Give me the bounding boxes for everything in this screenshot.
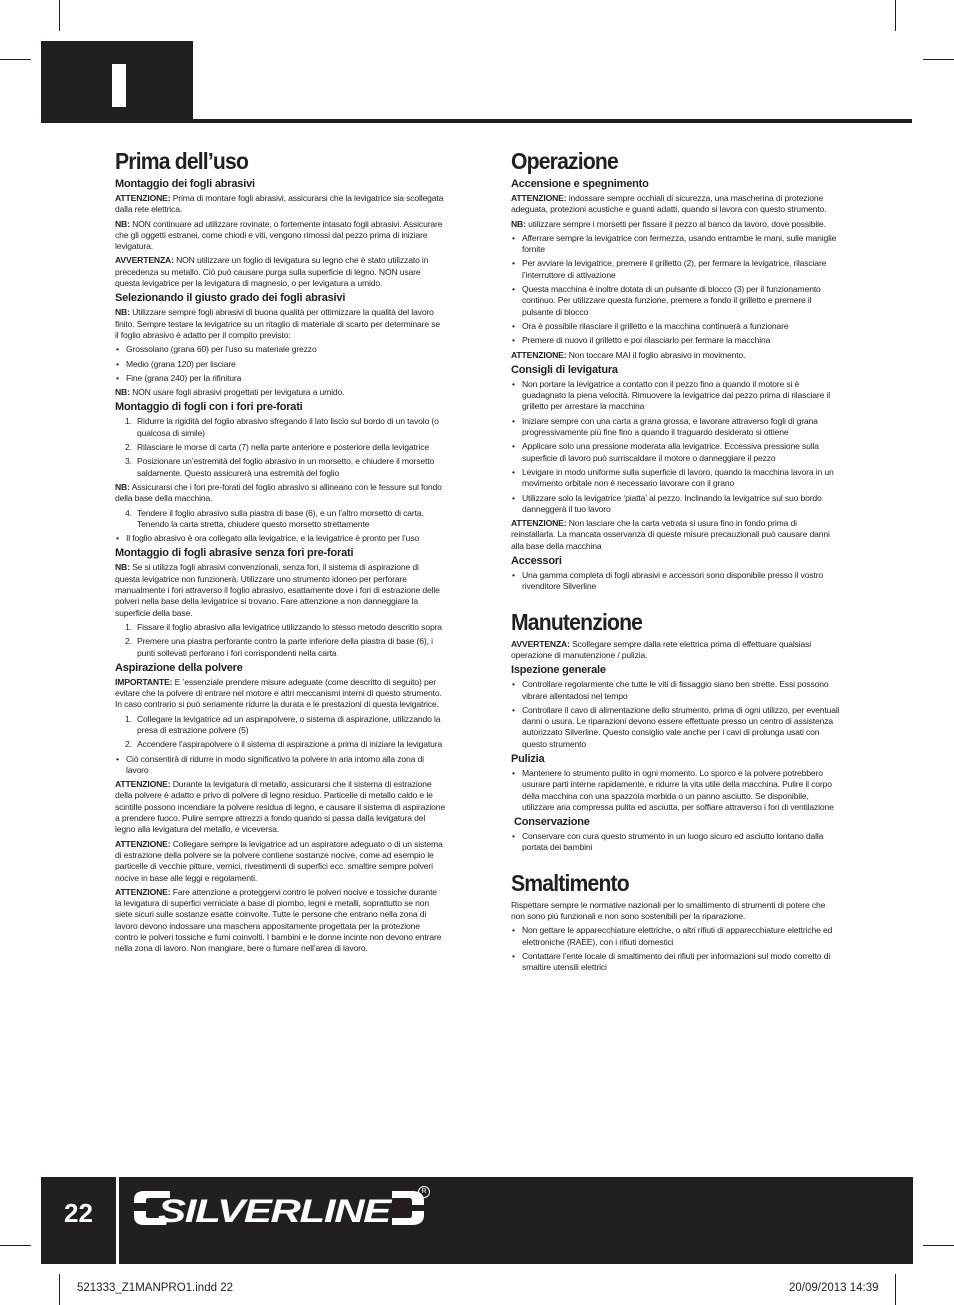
list-item: • Fine (grana 240) per la rifinitura xyxy=(115,373,445,384)
warning-label: AVVERTENZA: xyxy=(115,255,174,266)
bullet-list xyxy=(511,768,841,813)
paragraph-text: indossare sempre occhiali di sicurezza, una mascherina di protezione adeguata, protezioni acustiche e guanti adatti, quando si lavora con questo strumento. xyxy=(511,193,827,215)
list-item xyxy=(115,739,445,750)
section-title-operazione: Operazione xyxy=(511,148,618,174)
paragraph-text: E ’essenziale prendere misure adeguate (come descritto di seguito) per evitare che la polvere di entrare nel motore e altri meccanismi interni di questo strumento. In caso contrario si può seriamente ridurre la durata e le prestazioni di questa levigatrice. xyxy=(115,676,442,710)
section-title-manutenzione: Manutenzione xyxy=(511,608,643,635)
paragraph xyxy=(115,387,445,398)
list-item: • Controllare regolarmente che tutte le viti di fissaggio siano ben strette. Essi possono vibrare allentadosi nel tempo xyxy=(511,679,841,702)
warning-label: AVVERTENZA: xyxy=(511,638,570,649)
list-item: • Medio (grana 120) per lisciare xyxy=(115,359,445,370)
step-text: Rilasciare le morse di carta (7) nella parte anteriore e posteriore della levigatrice xyxy=(137,442,429,453)
numbered-list xyxy=(115,714,445,751)
numbered-list xyxy=(115,416,445,478)
note-label: NB: xyxy=(115,218,130,229)
paragraph xyxy=(115,562,445,618)
subheading: Montaggio dei fogli abrasivi xyxy=(115,178,255,190)
subheading: Ispezione generale xyxy=(511,664,606,677)
list-item: • Utilizzare solo la levigatrice ‘piatta’ al pezzo. Inclinando la levigatrice sul suo bordo danneggerà il tuo lavoro xyxy=(511,493,841,516)
slug-date: 20/09/2013 14:39 xyxy=(789,1282,879,1294)
crop-mark xyxy=(895,0,896,31)
step-text: Ridurre la rigidità del foglio abrasivo sfregando il lato liscio sul bordo di un tavolo (o qualcosa di simile) xyxy=(137,416,439,438)
list-item xyxy=(115,442,445,453)
paragraph xyxy=(115,779,445,835)
subheading: Montaggio di fogli con i fori pre-forati xyxy=(115,401,303,414)
bullet-list xyxy=(511,233,841,347)
subheading: Montaggio di fogli abrasive senza fori pre-forati xyxy=(115,547,354,560)
list-item: • Questa macchina è inoltre dotata di un pulsante di blocco (3) per il funzionamento continuo. Per utilizzare questa funzione, premere a fondo il grilletto e premere il pulsante di blocco xyxy=(511,284,841,318)
paragraph xyxy=(115,887,445,955)
list-item: • Mantenere lo strumento pulito in ogni momento. Lo sporco e la polvere potrebbero usurare parti interne rapidamente, e ridurre la vita utile della macchina. Pulire il corpo della macchina con una spazzola morbida o un panno asciutto. Se disponibile, utilizzare aria compressa pulita ed asciutta, per soffiare attraverso i fori di ventilazione xyxy=(511,768,841,813)
paragraph-text: Prima di montare fogli abrasivi, assicurarsi che la levigatrice sia scollegata dalla rete elettrica. xyxy=(115,193,444,215)
crop-mark xyxy=(923,59,954,60)
language-tab-letter xyxy=(112,64,126,107)
silverline-logo xyxy=(130,1183,430,1233)
slug-file: 521333_Z1MANPRO1.indd 22 xyxy=(77,1282,233,1294)
list-item: • Grossolano (grana 60) per l’uso su materiale grezzo xyxy=(115,344,445,355)
paragraph-text: Collegare sempre la levigatrice ad un aspiratore adeguato o di un sistema di estrazione della polvere se la polvere contiene sostanze nocive, come ad esempio le particelle di vecchie pitture, vernici, rivestimenti di superfici ecc. smaltire sempre polveri nocive in base alle leggi e regolamenti. xyxy=(115,838,443,883)
list-item xyxy=(115,456,445,479)
section-title-smaltimento: Smaltimento xyxy=(511,869,629,896)
step-text: Collegare la levigatrice ad un aspirapolvere, o sistema di aspirazione, utilizzando la presa di estrazione polvere (5) xyxy=(137,713,441,735)
bullet-list xyxy=(115,533,445,544)
bullet-list xyxy=(511,831,841,854)
paragraph-text: NON usare fogli abrasivi progettati per levigatura a umido. xyxy=(129,387,345,398)
step-text: Premere una piastra perforante contro la parte inferiore della piastra di base (6), i punti sollevati perforano i fori corrispondenti nella carta xyxy=(137,636,433,658)
paragraph-text: Scollegare sempre dalla rete elettrica prima di effettuare qualsiasi operazione di manutenzione / pulizia. xyxy=(511,638,812,660)
step-number: 3. xyxy=(125,456,132,467)
right-column xyxy=(511,148,841,977)
bullet-list xyxy=(115,754,445,777)
warning-label: ATTENZIONE: xyxy=(511,518,567,529)
spacer xyxy=(511,857,841,870)
paragraph xyxy=(115,255,445,289)
list-item xyxy=(115,714,445,737)
subheading: Accessori xyxy=(511,555,562,568)
list-item: • Una gamma completa di fogli abrasivi e accessori sono disponibile presso il vostro rivenditore Silverline xyxy=(511,570,841,593)
bullet-list xyxy=(115,344,445,384)
warning-label: ATTENZIONE: xyxy=(115,838,171,849)
paragraph xyxy=(115,839,445,884)
step-number: 1. xyxy=(125,416,132,427)
list-item: • Il foglio abrasivo è ora collegato alla levigatrice, e la levigatrice è pronto per l’uso xyxy=(115,533,445,544)
list-item xyxy=(115,622,445,633)
crop-mark xyxy=(59,0,60,31)
important-label: IMPORTANTE: xyxy=(115,676,173,687)
bullet-list xyxy=(511,925,841,973)
note-label: NB: xyxy=(115,562,130,573)
crop-mark xyxy=(0,1245,31,1246)
step-text: Posizionare un’estremità del foglio abrasivo in un morsetto, e chiudere il morsetto saldamente. Questo assicurerà una estremità del foglio xyxy=(137,456,435,478)
note-label: NB: xyxy=(115,481,130,492)
step-text: Fissare il foglio abrasivo alla levigatrice utilizzando lo stesso metodo descritto sopra xyxy=(137,621,442,632)
list-item: • Non gettare le apparecchiature elettriche, o altri rifiuti di apparecchiature elettriche ed elettroniche (RAEE), con i rifiuti domestici xyxy=(511,925,841,948)
paragraph xyxy=(115,677,445,711)
list-item: • Applicare solo una pressione moderata alla levigatrice. Eccessiva pressione sulla superficie di lavoro può surriscaldare il motore o danneggiare il pezzo xyxy=(511,441,841,464)
paragraph xyxy=(511,518,841,552)
step-number: 2. xyxy=(125,442,132,453)
page-number: 22 xyxy=(64,1198,93,1228)
paragraph-text: NON continuare ad utilizzare rovinate, o fortemente intasato fogli abrasivi. Assicurare che gli oggetti estranei, come chiodi e viti, vengono rimossi dal pezzo prima di iniziare levigatura. xyxy=(115,218,443,252)
list-item: • Levigare in modo uniforme sulla superficie di lavoro, quando la macchina lavora in un movimento orbitale non è necessario lavorare con il grano xyxy=(511,467,841,490)
left-column xyxy=(115,148,445,958)
paragraph-text: NON utilizzare un foglio di levigatura su legno che è stato utilizzato in precedenza su metallo. Ciò può causare purga sulla superficie di legno. NON usare questa levigatrice per la levigatura di magnesio, o per levigatura a umido. xyxy=(115,255,429,289)
subheading: Pulizia xyxy=(511,752,545,765)
subheading: Selezionando il giusto grado dei fogli abrasivi xyxy=(115,292,346,305)
subheading: Consigli di levigatura xyxy=(511,363,618,376)
warning-label: ATTENZIONE: xyxy=(511,349,567,360)
list-item xyxy=(115,416,445,439)
list-item: • Per avviare la levigatrice, premere il grilletto (2), per fermare la levigatrice, rilasciare l’interruttore di attivazione xyxy=(511,258,841,281)
paragraph-text: utilizzare sempre i morsetti per fissare il pezzo al banco da lavoro, dove possibile. xyxy=(525,218,826,229)
list-item: • Afferrare sempre la levigatrice con fermezza, usando entrambe le mani, sulle maniglie fornite xyxy=(511,233,841,256)
step-number: 1. xyxy=(125,621,132,632)
numbered-list xyxy=(115,508,445,531)
paragraph xyxy=(511,219,841,230)
step-number: 2. xyxy=(125,739,132,750)
registered-mark-icon: R xyxy=(418,1186,430,1198)
paragraph-text: Fare attenzione a proteggervi contro le polveri nocive e tossiche durante la levigatura di superfici verniciate a base di piombo, legni e metalli, soprattutto se non siete sicuri sulle sostanze esatte coinvolte. Tutte le persone che entrano nella zona di lavoro devono indossare una maschera appositamente progettata per la protezione contro le polveri tossiche e fumi coinvolti. I bambini e le donne incinte non devono entrare nella zona di lavoro. Non mangiare, bere o fumare nell’area di lavoro. xyxy=(115,886,442,954)
list-item: • Ciò consentirà di ridurre in modo significativo la polvere in aria intorno alla zona di lavoro xyxy=(115,754,445,777)
bullet-list xyxy=(511,679,841,750)
list-item: • Iniziare sempre con una carta a grana grossa, e lavorare attraverso fogli di grana progressivamente più fine fino a quando il traguardo desiderato si ottiene xyxy=(511,416,841,439)
note-label: NB: xyxy=(115,307,130,318)
warning-label: ATTENZIONE: xyxy=(115,779,171,790)
subheading: Accensione e spegnimento xyxy=(511,178,649,190)
paragraph-text: Se si utilizza fogli abrasivi convenzionali, senza fori, il sistema di aspirazione di questa levigatrice non funzionerà. Utilizzare uno strumento idoneo per perforare manualmente i fori attraverso il foglio abrasivo, esattamente dove i fori di estrazione delle polveri nella base della levigatrice si trovano. Fare attenzione a non danneggiare la superficie della base. xyxy=(115,562,440,618)
spacer xyxy=(511,596,841,609)
paragraph xyxy=(115,482,445,505)
warning-label: ATTENZIONE: xyxy=(511,193,567,203)
step-number: 4. xyxy=(125,507,132,518)
list-item: • Premere di nuovo il grilletto e poi rilasciarlo per fermare la macchina xyxy=(511,335,841,346)
bullet-list xyxy=(511,570,841,593)
note-label: NB: xyxy=(511,218,526,229)
paragraph-text: Durante la levigatura di metallo, assicurarsi che il sistema di estrazione della polvere è adatto e privo di polvere di legno residuo. Particelle di metallo caldo e le scintille possono incendiare la polvere residua di legno, e causare il sistema di aspirazione a prendere fuoco. Pulire sempre attrezzi a fondo quando si passa dalla levigatura del legno alla levigatura del metallo, e viceversa. xyxy=(115,779,445,835)
list-item: • Conservare con cura questo strumento in un luogo sicuro ed asciutto lontano dalla portata dei bambini xyxy=(511,831,841,854)
step-text: Tendere il foglio abrasivo sulla piastra di base (6), e un l’altro morsetto di carta. Tenendo la carta stretta, chiudere questo morsetto strettamente xyxy=(137,507,424,529)
crop-mark xyxy=(59,1274,60,1305)
paragraph-text: Non toccare MAI il foglio abrasivo in movimento. xyxy=(566,349,746,360)
note-label: NB: xyxy=(115,387,130,398)
paragraph xyxy=(511,193,841,216)
list-item xyxy=(115,636,445,659)
paragraph-text: Utilizzare sempre fogli abrasivi di buona qualità per ottimizzare la qualità del lavoro finito. Sempre testare la levigatrice su un ritaglio di materiale di scarto per determinare se il foglio abrasivo è adatto per il compito previsto: xyxy=(115,307,441,340)
list-item: • Contattare l’ente locale di smaltimento dei rifiuti per informazioni sul modo corretto di smaltire utensili elettrici xyxy=(511,951,841,974)
section-title-prima-uso: Prima dell’uso xyxy=(115,148,249,174)
crop-mark xyxy=(0,59,31,60)
paragraph-text: Assicurarsi che i fori pre-forati del foglio abrasivo si allineano con le fessure sul fondo della base della macchina. xyxy=(115,481,442,504)
paragraph: Rispettare sempre le normative nazionali per lo smaltimento di strumenti di potere che non sono più funzionali e non sono sostenibili per la riparazione. xyxy=(511,899,826,922)
step-text: Accendere l’aspirapolvere o il sistema di aspirazione a prima di iniziare la levigatura xyxy=(137,739,443,750)
warning-label: ATTENZIONE: xyxy=(115,193,171,203)
list-item: • Ora è possibile rilasciare il grilletto e la macchina continuerà a funzionare xyxy=(511,321,841,332)
paragraph-text: Non lasciare che la carta vetrata si usura fino in fondo prima di reinstallarla. La mancata osservanza di queste misure precauzionali può causare danni alla base della macchina xyxy=(511,518,830,551)
warning-label: ATTENZIONE: xyxy=(115,886,171,897)
paragraph xyxy=(115,219,445,253)
subheading: Conservazione xyxy=(514,816,590,829)
crop-mark xyxy=(923,1245,954,1246)
crop-mark xyxy=(895,1274,896,1305)
header-rule xyxy=(193,119,912,123)
list-item xyxy=(115,508,445,531)
bullet-list xyxy=(511,379,841,515)
paragraph xyxy=(511,350,841,361)
logo-wordmark: SILVERLINE xyxy=(158,1193,394,1229)
numbered-list xyxy=(115,622,445,659)
list-item: • Non portare la levigatrice a contatto con il pezzo fino a quando il motore si è guadagnato la piena velocità. Rimuovere la levigatrice dal pezzo prima di rilasciare il grilletto per arrestare la macchina xyxy=(511,379,841,413)
subheading: Aspirazione della polvere xyxy=(115,661,243,674)
step-number: 1. xyxy=(125,713,132,724)
footer-separator xyxy=(116,1177,119,1264)
step-number: 2. xyxy=(125,636,132,647)
paragraph xyxy=(511,639,841,662)
paragraph xyxy=(115,193,445,216)
paragraph xyxy=(115,307,445,341)
list-item: • Controllare il cavo di alimentazione dello strumento, prima di ogni utilizzo, per eventuali danni o usura. Le riparazioni devono essere effettuate presso un centro di assistenza autorizzato Silverline. Questo consiglio vale anche per i cavi di prolunga usati con questo strumento xyxy=(511,705,841,750)
